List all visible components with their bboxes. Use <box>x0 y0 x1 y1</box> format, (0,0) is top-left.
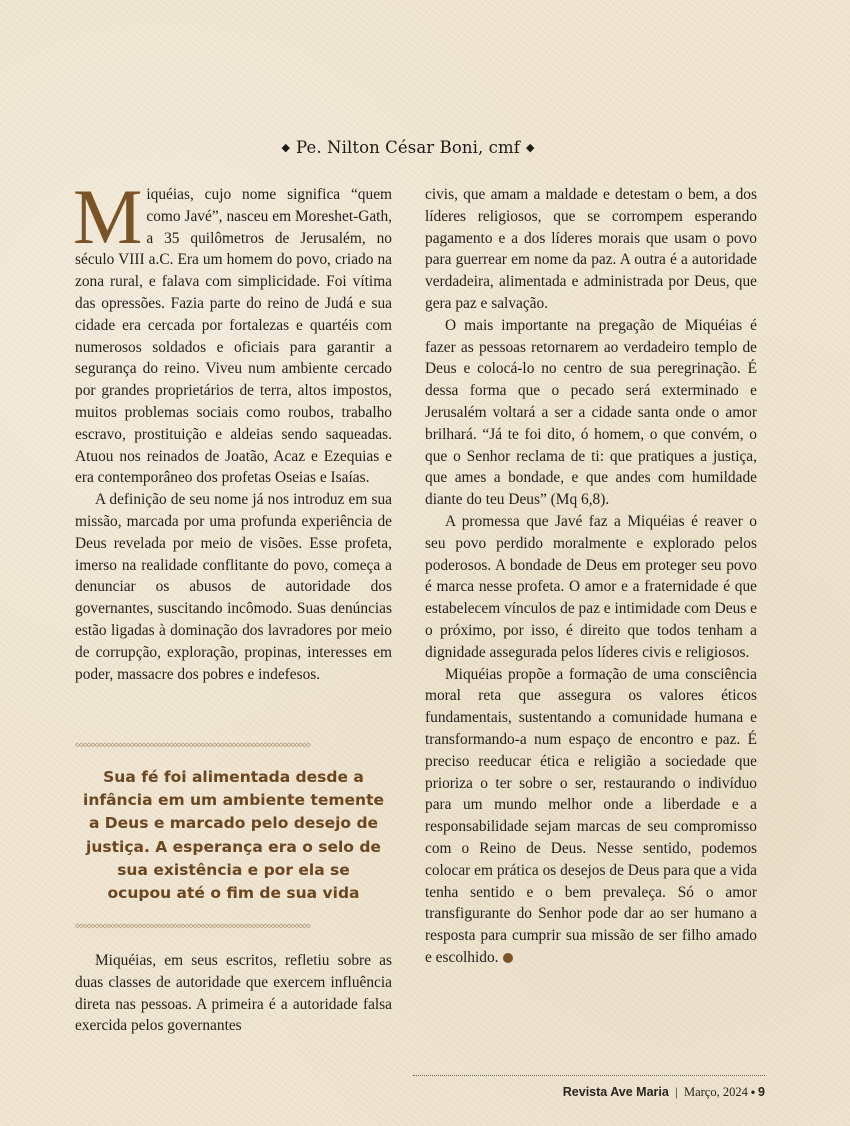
pull-quote <box>75 740 392 931</box>
diamond-ornament-icon: ◆ <box>525 141 535 154</box>
pull-quote-top-border: ◇◇◇◇◇◇◇◇◇◇◇◇◇◇◇◇◇◇◇◇◇◇◇◇◇◇◇◇◇◇◇◇◇◇◇◇◇◇◇◇◇◇◇◇◇◇◇◇◇◇◇◇◇◇◇◇◇◇◇◇ <box>75 740 310 749</box>
magazine-name: Revista Ave Maria <box>562 1085 669 1099</box>
footer-bullet: • <box>750 1085 756 1099</box>
right-column <box>425 184 757 969</box>
pull-quote-text: Sua fé foi alimentada desde a infância em um ambiente temente a Deus e marcado pelo desejo de justiça. A esperança era o selo de sua existência e por ela se ocupou até o fim de sua vida <box>83 768 385 903</box>
paragraph-text: iquéias, cujo nome significa “quem como Javé”, nasceu em Moreshet-Gath, a 35 quilômetros de Jerusalém, no século VIII a.C. Era um homem do povo, criado na zona rural, e falava com simplicidade. Foi vítima das opressões. Fazia parte do reino de Judá e sua cidade era cercada por fortalezas e quartéis com numerosos soldados e oficiais para garantir a segurança do reino. Viveu num ambiente cercado por grandes proprietários de terra, altos impostos, muitos problemas sociais como roubos, trabalho escravo, prostituição e aldeias sendo saqueadas. Atuou nos reinados de Joatão, Acaz e Ezequias e era contemporâneo dos profetas Oseias e Isaías. <box>75 186 392 487</box>
left-column <box>73 173 392 685</box>
paragraph-text: Miquéias propõe a formação de uma consciência moral reta que assegura os valores éticos fundamentais, sustentando a comunidade humana e transformando-a num espaço de encontro e paz. É preciso reeducar ética e religião a sociedade que prioriza o ter sobre o ser, restaurando o indivíduo para um mundo melhor onde a liberdade e a responsabilidade sejam marcas de seu compromisso com o Reino de Deus. Nesse sentido, podemos colocar em prática os desejos de Deus para que a vida tenha sentido e o bem prevaleça. Só o amor transfigurante do Senhor pode dar ao ser humano a resposta para cumprir sua missão de ser filho amado e escolhido. <box>425 665 757 966</box>
byline <box>0 138 816 157</box>
drop-cap: M <box>73 173 143 260</box>
article-paragraph: A promessa que Javé faz a Miquéias é reaver o seu povo perdido moralmente e explorado pelos poderosos. A bondade de Deus em proteger seu povo é marca nesse profeta. O amor e a fraternidade é que estabelecem vínculos de paz e intimidade com Deus e o próximo, por isso, é direito que todos tenham a dignidade assegurada pelos líderes civis e religiosos. <box>425 512 757 661</box>
end-mark-dot-icon <box>503 953 513 963</box>
footer-divider <box>413 1075 765 1076</box>
article-paragraph <box>73 173 392 489</box>
author-name: Pe. Nilton César Boni, cmf <box>296 138 520 157</box>
article-paragraph: Miquéias, em seus escritos, refletiu sobre as duas classes de autoridade que exercem influência direta nas pessoas. A primeira é a autoridade falsa exercida pelos governantes <box>75 952 392 1035</box>
left-column-bottom <box>75 950 392 1037</box>
issue-date: Março, 2024 <box>683 1085 748 1099</box>
page-footer <box>563 1085 765 1100</box>
article-paragraph: A definição de seu nome já nos introduz em sua missão, marcada por uma profunda experiência de Deus revelada por meio de visões. Esse profeta, imerso na realidade conflitante do povo, começa a denunciar os abusos de autoridade dos governantes, suscitando incômodo. Suas denúncias estão ligadas à dominação dos lavradores por meio de corrupção, exploração, propinas, interesses em poder, massacre dos pobres e indefesos. <box>75 491 392 683</box>
article-paragraph <box>425 664 757 969</box>
diamond-ornament-icon: ◆ <box>281 141 291 154</box>
article-paragraph: civis, que amam a maldade e detestam o bem, a dos líderes religiosos, que se corrompem esperando pagamento e a dos líderes morais que usam o povo para guerrear em nome da paz. A outra é a autoridade verdadeira, alimentada e administrada por Deus, que gera paz e salvação. <box>425 186 757 312</box>
pull-quote-bottom-border: ◇◇◇◇◇◇◇◇◇◇◇◇◇◇◇◇◇◇◇◇◇◇◇◇◇◇◇◇◇◇◇◇◇◇◇◇◇◇◇◇◇◇◇◇◇◇◇◇◇◇◇◇◇◇◇◇◇◇◇◇ <box>75 921 310 931</box>
page-number: 9 <box>758 1085 765 1099</box>
article-paragraph: O mais importante na pregação de Miquéias é fazer as pessoas retornarem ao verdadeiro templo de Deus e colocá-lo no centro de sua peregrinação. É dessa forma que o pecado será exterminado e Jerusalém voltará a ser a cidade santa onde o amor brilhará. “Já te foi dito, ó homem, o que convém, o que o Senhor reclama de ti: que pratiques a justiça, que ames a bondade, e que andes com humildade diante do teu Deus” (Mq 6,8). <box>425 316 757 509</box>
footer-separator: | <box>674 1085 678 1099</box>
